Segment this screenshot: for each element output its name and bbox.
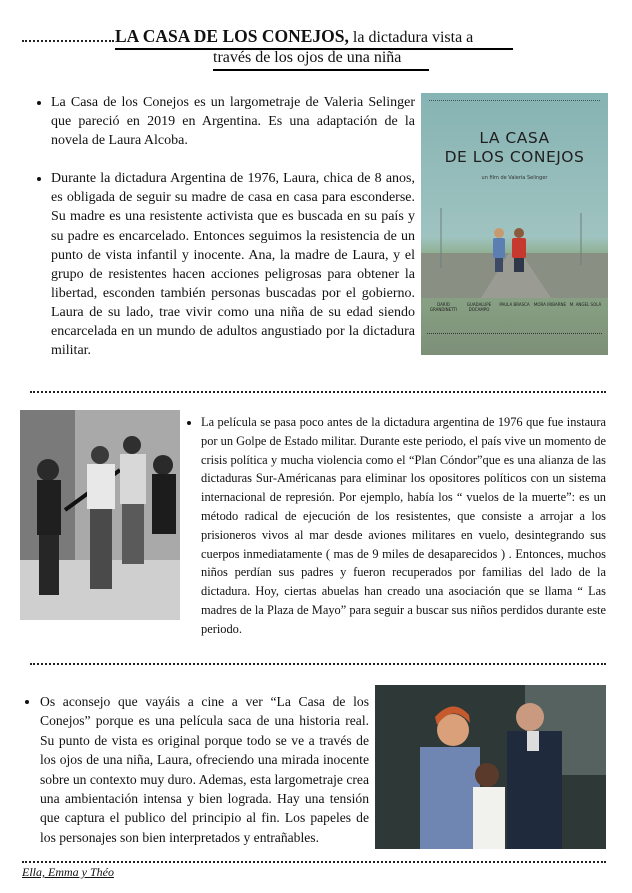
section-divider-2 [30,663,606,665]
poster-illustration [421,93,608,355]
prisoner-legs [122,504,144,564]
girl-head [475,763,499,787]
title-dotted-rule-left [22,40,114,42]
poster-girl-2-legs [514,258,524,272]
poster-girl-1-body [493,238,505,258]
man-collar [527,731,539,751]
page-title [115,26,473,47]
poster-girl-2-head [514,228,524,238]
section-divider-3 [22,861,606,863]
intro-paragraph-2: • Durante la dictadura Argentina de 1976, Laura, chica de 8 anos, es obligada de seguir su madre de casa en casa para esconderse. Su madre es una resistente activista que es buscada en su país y su padre es encarcelado. Entonces seguimos la resistencia de un punto de vista infantil y inocente. Ana, la madre de Laura, y el grupo de resistentes hacen acciones peligrosas para obtener la libertad, esconden también personas buscadas por el gobierno. Laura de su lado, trae vivir como una niña de su edad siendo encarcelada en un mundo de adultos angustiado por la dictadura militar. [51,169,415,360]
soldier-1-legs [39,535,59,595]
title-underline-2 [213,69,429,71]
title-rest: la dictadura vista a [348,29,474,46]
title-line-2: través de los ojos de una niña [213,49,402,66]
title-bold-part: LA CASA DE LOS CONEJOS, [115,26,349,46]
poster-cast-4: MORA IRIBARNE [533,302,567,307]
poster-girl-2-body [512,238,526,258]
poster-cast-1: DARÍO GRANDINETTI [429,302,458,312]
photo-caption-area [20,620,180,643]
poster-title-line-1: LA CASA [479,129,550,147]
authors-signature: Ella, Emma y Théo [22,865,114,879]
section-intro [27,93,415,360]
poster-cast [427,302,602,312]
section-divider-1 [30,391,606,393]
poster-director: un film de Valeria Selinger [481,175,548,181]
soldier-1-body [37,480,61,535]
poster-cast-2: GUADALUPE DOCAMPO [466,302,492,312]
movie-poster [421,93,608,355]
girl-body [473,787,505,849]
woman-dress [420,747,480,849]
dictatorship-photo [20,410,180,643]
section-recommendation [22,692,369,847]
prisoner-head [123,436,141,454]
soldier-1-helmet [37,459,59,481]
section-context [184,413,606,639]
soldier-2-helmet [153,455,173,475]
poster-girl-1-legs [495,258,503,272]
recommendation-paragraph: • Os aconsejo que vayáis a cine a ver “La Casa de los Conejos” porque es una película saca de una historia real. Su punto de vista es original porque todo se ve a través de los ojos de una niña, Laura, ofreciendo una mirada inocente sobre un contexto muy duro. Ademas, esta largometraje crea una ambientación intensa y bien lograda. Hay una tensión que captura el publico del principio al fin. Los papeles de los personajes son bien interpretados y entrañables. [40,692,369,847]
person-head [91,446,109,464]
person-shirt [87,464,115,509]
context-paragraph: • La película se pasa poco antes de la dictadura argentina de 1976 que fue instaura por un Golpe de Estado militar. Durante este periodo, el país vive un momento de crisis política y mucha violencia como el “Plan Cóndor”que es una alianza de las dictaduras Sur-Américanas para eliminar los opositores políticos con un sistema internacional de represión. Por ejemplo, había los “ vuelos de la muerte”: es un método radical de ejecución de los resistentes, que consiste a arrojar a los prisioneros vivos al mar desde aviones militares en vuelo, desintegrando sus cuerpos inmediatamente ( mas de 9 miles de desaparecidos ) . Entonces, muchos niños perdían sus padres y fueron recuperados por familias del lado de la dictadura. Hoy, ciertas abuelas han creado una asociación que se llama “ Las madres de la Plaza de Mayo” para seguir a buscar sus niños perdidos durante este periodo. [201,413,606,639]
poster-logos [427,333,602,344]
poster-cast-5: M. ANGEL SOLÁ [569,302,602,307]
man-head [516,703,544,731]
dictatorship-photo-illustration [20,410,180,620]
poster-girl-1-head [494,228,504,238]
person-legs [90,509,112,589]
film-still-illustration [375,685,606,849]
film-still-photo [375,685,606,849]
poster-cast-3: PAULA BRASCA [499,302,530,307]
intro-paragraph-1: • La Casa de los Conejos es un largometraje de Valeria Selinger que pareció en 2019 en Argentina. Es una adaptación de la novela de Laura Alcoba. [51,93,415,150]
prisoner-body [120,454,146,504]
soldier-2-body [152,474,176,534]
poster-title-line-2: DE LOS CONEJOS [444,148,585,166]
